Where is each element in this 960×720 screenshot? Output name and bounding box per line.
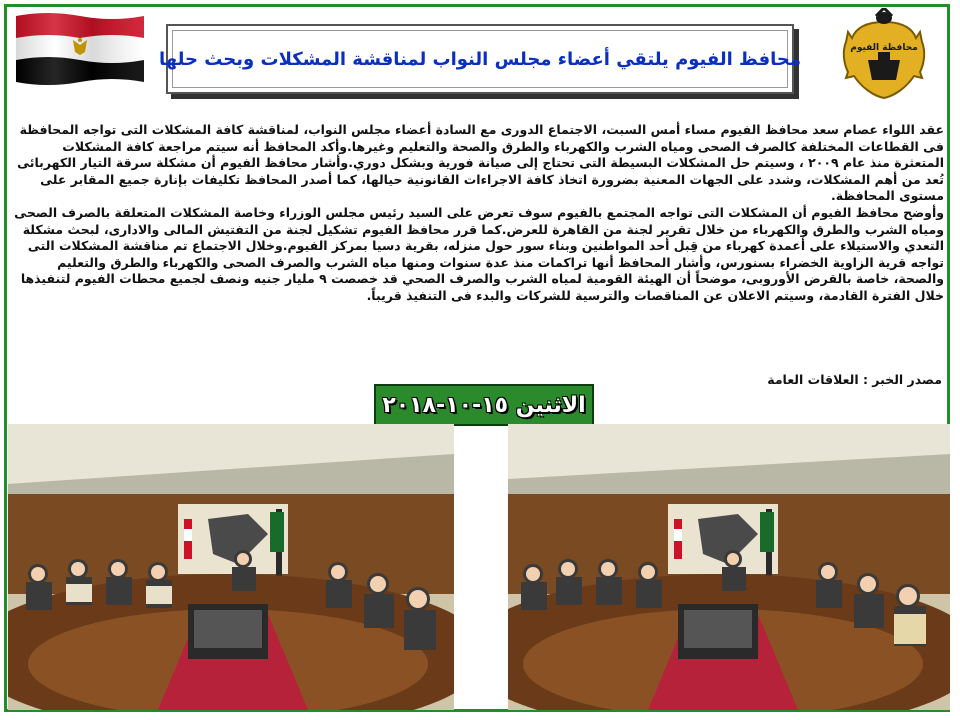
page-title: محافظ الفيوم يلتقي أعضاء مجلس النواب لمناقشة المشكلات وبحث حلها [159,48,801,70]
news-source: مصدر الخبر : العلاقات العامة [767,372,942,387]
date-badge [374,384,594,426]
article-paragraph-2: وأوضح محافظ الفيوم أن المشكلات التى تواجه المجتمع بالفيوم سوف تعرض على السيد رئيس مجلس الوزراء وخاصة المشكلات المتعلقة بالصرف الصحى ومياه الشرب والطرق والكهرباء من خلال تقرير لجنة من القاهرة للعرض.كما قرر محافظ الفيوم تشكيل لجنة من التفتيش المالى والادارى، لبحث مشكلة التعدي والاستيلاء على أعمدة كهرباء من قِبل أحد المواطنين وبناء سور حول منزله، بقرية دسيا بمركز الفيوم.وخلال الاجتماع تم مناقشة المشكلات التى تواجه قرية الزاوية الخضراء بسنورس، وأشار المحافظ أنها تراكمات منذ عدة سنوات ومنها مياه الشرب والصرف الصحى والكهرباء والطرق والتعليم والصحة، خاصة بالقرض الأوروبى، موضحاً أن الهيئة القومية لمياه الشرب والصرف الصحي قد خصصت ٩ مليار جنيه ونصف لجميع محطات الفيوم لتنفيذها خلال الفترة القادمة، وسيتم الاعلان عن المناقصات والترسية للشركات والبدء فى التنفيذ قريباً. [14,204,944,303]
article-paragraph-1: عقد اللواء عصام سعد محافظ الفيوم مساء أمس السبت، الاجتماع الدورى مع السادة أعضاء مجلس النواب، لمناقشة كافة المشكلات التى تواجه المحافظة فى القطاعات المختلفة كالصرف الصحى ومياه الشرب والكهرباء والطرق والصحة والتعليم وغيرها.وأكد المحافظ أنه سيتم مراجعة كافة المشكلات المتعثرة منذ عام ٢٠٠٩ ، وسيتم حل المشكلات البسيطة التى تحتاج إلى صيانة فورية وبشكل دوري.وأشار محافظ الفيوم أن مشكلة سرقة التيار الكهربائى تُعد من أهم المشكلات، وشدد على الجهات المعنية بضرورة اتخاذ كافة الاجراءات القانونية حيالها، كما أصدر المحافظ تكليفات بإنارة جميع المقابر على مستوى المحافظة. [17,122,944,204]
date-text: الاثنين ١٥-١٠-٢٠١٨ [382,392,586,418]
meeting-photo-2 [508,424,950,710]
meeting-photo-1 [8,424,454,710]
article-body [14,122,944,305]
logo-text: محافظة الفيوم [850,43,918,53]
fayoum-logo-icon [838,8,930,106]
title-box [159,24,801,94]
egypt-flag-icon [12,10,148,88]
